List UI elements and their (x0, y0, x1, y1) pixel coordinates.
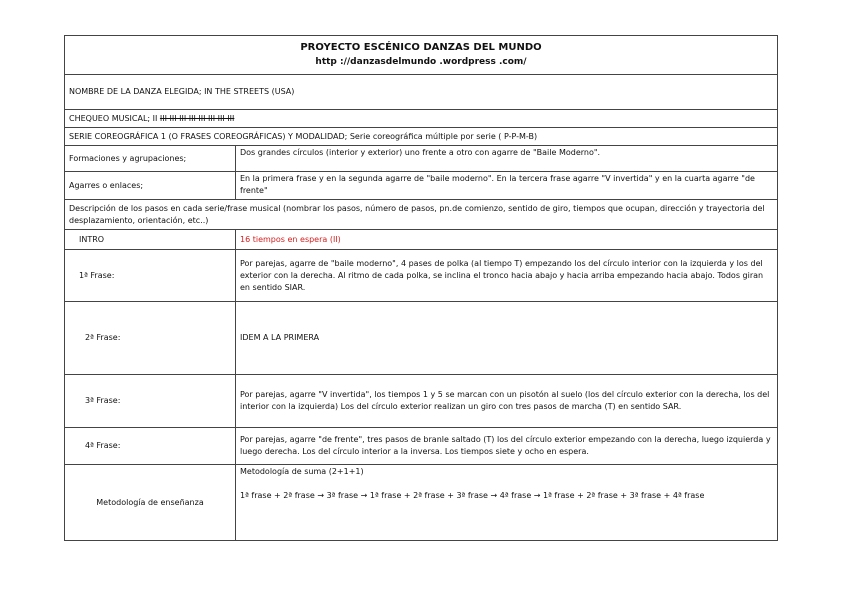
musical-check-marks: III III III III III III III III (159, 113, 235, 123)
phrase-description: Por parejas, agarre "de frente", tres pasos de branle saltado (T) los del círculo exterior empezando con la derecha, luego izquierda y luego derecha. Los del círculo interior a la inversa. Los tiempos siete y ocho en espera. (236, 428, 778, 465)
phrase-row (65, 375, 778, 428)
document-sheet (64, 35, 777, 541)
dance-name-row (65, 75, 778, 110)
blog-url: http ://danzasdelmundo .wordpress .com/ (315, 57, 527, 67)
methodology-type: Metodología de suma (2+1+1) (240, 467, 364, 476)
phrase-label: 2ª Frase: (65, 302, 236, 375)
intro-row (65, 230, 778, 250)
grips-value: En la primera frase y en la segunda agarre de "baile moderno". En la tercera frase agarre "V invertida" y en la cuarta agarre "de frente" (236, 172, 778, 200)
grips-label: Agarres o enlaces; (65, 172, 236, 200)
document-title: PROYECTO ESCÉNICO DANZAS DEL MUNDO (300, 42, 542, 53)
methodology-cell (236, 465, 778, 541)
methodology-sequence: 1ª frase + 2ª frase → 3ª frase → 1ª frase + 2ª frase + 3ª frase → 4ª frase → 1ª frase + 2ª frase + 3ª frase + 4ª frase (240, 491, 705, 500)
musical-check-label: CHEQUEO MUSICAL; II (69, 113, 158, 123)
phrase-description: Por parejas, agarre "V invertida", los tiempos 1 y 5 se marcan con un pisotón al suelo (los del círculo exterior con la derecha, los del interior con la izquierda) Los del círculo exterior realizan un giro con tres pasos de marcha (T) en sentido SAR. (236, 375, 778, 428)
phrase-description: IDEM A LA PRIMERA (236, 302, 778, 375)
phrase-row (65, 250, 778, 302)
series-row (65, 128, 778, 146)
methodology-label: Metodología de enseñanza (65, 465, 236, 541)
phrase-row (65, 428, 778, 465)
description-row (65, 200, 778, 230)
title-row (65, 36, 778, 75)
musical-check-row (65, 110, 778, 128)
title-cell (65, 36, 778, 75)
series-text: SERIE COREOGRÁFICA 1 (O FRASES COREOGRÁFICAS) Y MODALIDAD; Serie coreográfica múltiple por serie ( P-P-M-B) (65, 128, 778, 146)
intro-value: 16 tiempos en espera (II) (236, 230, 778, 250)
intro-label: INTRO (65, 230, 236, 250)
formations-value: Dos grandes círculos (interior y exterior) uno frente a otro con agarre de "Baile Moderno". (236, 146, 778, 172)
phrase-label: 3ª Frase: (65, 375, 236, 428)
phrase-label: 4ª Frase: (65, 428, 236, 465)
phrase-label: 1ª Frase: (65, 250, 236, 302)
dance-table (64, 35, 778, 541)
phrase-row (65, 302, 778, 375)
grips-row (65, 172, 778, 200)
formations-row (65, 146, 778, 172)
formations-label: Formaciones y agrupaciones; (65, 146, 236, 172)
phrase-description: Por parejas, agarre de "baile moderno", 4 pases de polka (al tiempo T) empezando los del círculo interior con la izquierda y los del exterior con la derecha. Al ritmo de cada polka, se inclina el tronco hacia abajo y hacia arriba empezando hacia abajo. Todos giran en sentido SIAR. (236, 250, 778, 302)
musical-check-cell (65, 110, 778, 128)
dance-name: NOMBRE DE LA DANZA ELEGIDA; IN THE STREETS (USA) (65, 75, 778, 110)
description-text: Descripción de los pasos en cada serie/frase musical (nombrar los pasos, número de pasos, pn.de comienzo, sentido de giro, tiempos que ocupan, dirección y trayectoria del desplazamiento, orientación, etc..) (65, 200, 778, 230)
methodology-row (65, 465, 778, 541)
